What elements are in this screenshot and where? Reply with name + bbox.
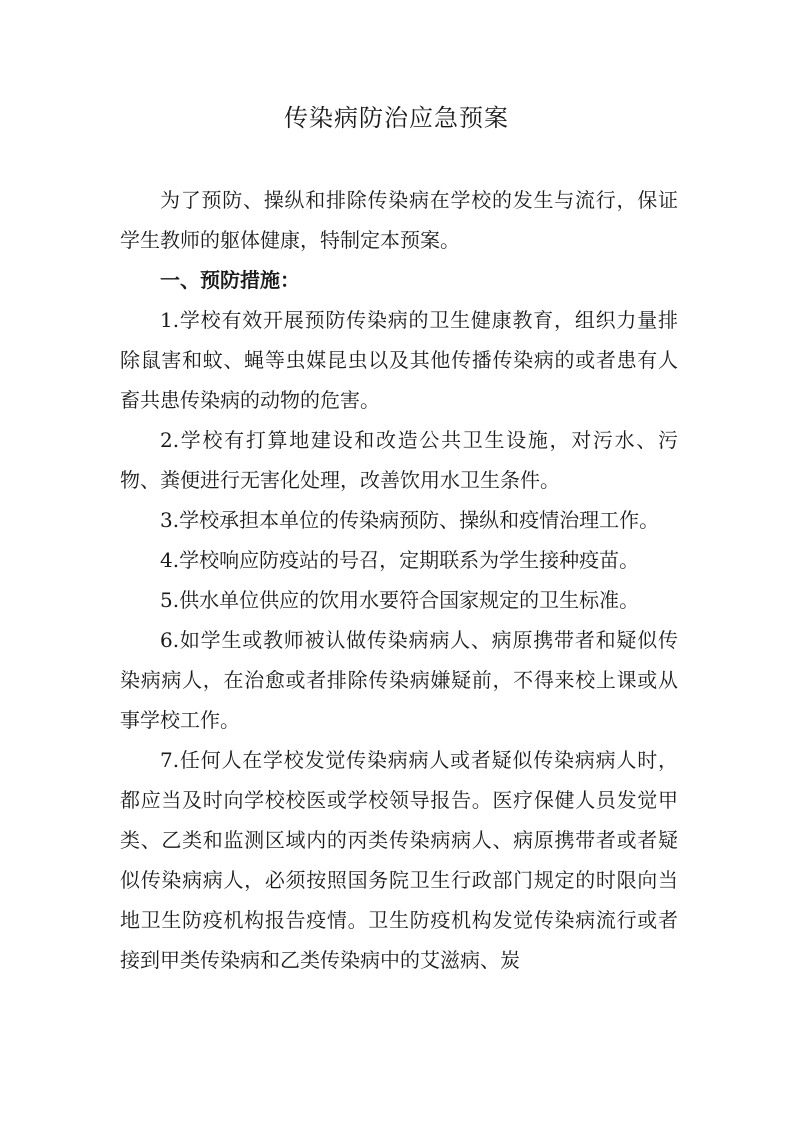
section-heading-prevention: 一、预防措施： [160, 268, 300, 292]
measure-item-2: 2.学校有打算地建设和改造公共卫生设施，对污水、污物、粪便进行无害化处理，改善饮用水卫生条件。 [120, 428, 678, 492]
measure-item-4: 4.学校响应防疫站的号召，定期联系为学生接种疫苗。 [160, 548, 640, 572]
measure-item-5: 5.供水单位供应的饮用水要符合国家规定的卫生标准。 [160, 588, 640, 612]
measure-item-3: 3.学校承担本单位的传染病预防、操纵和疫情治理工作。 [160, 508, 660, 532]
measure-item-7: 7.任何人在学校发觉传染病病人或者疑似传染病病人时，都应当及时向学校校医或学校领导报告。医疗保健人员发觉甲类、乙类和监测区域内的丙类传染病病人、病原携带者或者疑似传染病病人，必须按照国务院卫生行政部门规定的时限向当地卫生防疫机构报告疫情。卫生防疫机构发觉传染病流行或者接到甲类传染病和乙类传染病中的艾滋病、炭 [120, 748, 678, 972]
measure-item-1: 1.学校有效开展预防传染病的卫生健康教育，组织力量排除鼠害和蚊、蝇等虫媒昆虫以及其他传播传染病的或者患有人畜共患传染病的动物的危害。 [120, 308, 678, 412]
document-title: 传染病防治应急预案 [284, 104, 509, 132]
intro-paragraph: 为了预防、操纵和排除传染病在学校的发生与流行，保证学生教师的躯体健康，特制定本预案。 [120, 188, 678, 252]
document-body [120, 180, 678, 980]
measure-item-6: 6.如学生或教师被认做传染病病人、病原携带者和疑似传染病病人，在治愈或者排除传染病嫌疑前，不得来校上课或从事学校工作。 [120, 628, 678, 732]
